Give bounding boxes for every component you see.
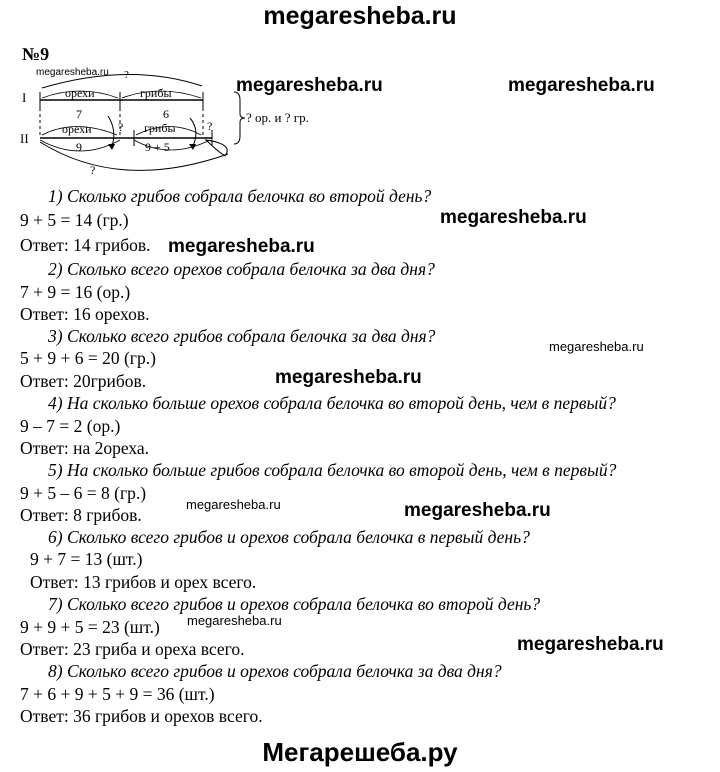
question-7: 7) Сколько всего грибов и орехов собрала белочка во второй день? <box>48 594 541 614</box>
header-site-title: megaresheba.ru <box>263 2 457 30</box>
diagram-bottom-question: ? <box>90 163 96 177</box>
question-3: 3) Сколько всего грибов собрала белочка за два дня? <box>48 326 436 346</box>
problem-diagram <box>20 64 245 182</box>
answer-2: Ответ: 16 орехов. <box>20 304 150 324</box>
question-2: 2) Сколько всего орехов собрала белочка за два дня? <box>48 259 435 279</box>
watermark: megaresheba.ru <box>440 207 587 228</box>
watermark: megaresheba.ru <box>168 236 315 257</box>
diagram-row2-mushrooms-value: 6 <box>163 107 169 121</box>
diagram-row2-mushrooms: грибы <box>144 121 176 135</box>
watermark: megaresheba.ru <box>236 75 383 96</box>
watermark: megaresheba.ru <box>187 613 282 628</box>
diagram-row1-nuts: орехи <box>65 86 95 100</box>
diagram-row2-nuts: орехи <box>62 122 92 136</box>
diagram-row1-mushrooms: грибы <box>140 86 172 100</box>
equation-3: 5 + 9 + 6 = 20 (гр.) <box>20 348 156 368</box>
equation-5: 9 + 5 – 6 = 8 (гр.) <box>20 483 147 503</box>
equation-1: 9 + 5 = 14 (гр.) <box>20 210 129 230</box>
watermark: megaresheba.ru <box>36 67 109 78</box>
answer-5: Ответ: 8 грибов. <box>20 505 142 525</box>
answer-8: Ответ: 36 грибов и орехов всего. <box>20 706 263 726</box>
diagram-between-question-1: ? <box>118 120 124 134</box>
watermark: megaresheba.ru <box>549 339 644 354</box>
diagram-nuts-day2: 9 <box>76 140 82 154</box>
answer-6: Ответ: 13 грибов и орех всего. <box>30 572 257 592</box>
equation-4: 9 – 7 = 2 (ор.) <box>20 416 121 436</box>
equation-7: 9 + 9 + 5 = 23 (шт.) <box>20 617 160 637</box>
question-8: 8) Сколько всего грибов и орехов собрала белочка за два дня? <box>48 661 502 681</box>
diagram-brace-label: ? ор. и ? гр. <box>246 110 309 125</box>
answer-7: Ответ: 23 гриба и ореха всего. <box>20 639 245 659</box>
equation-6: 9 + 7 = 13 (шт.) <box>30 549 143 569</box>
watermark: megaresheba.ru <box>275 367 422 388</box>
answer-4: Ответ: на 2ореха. <box>20 438 150 458</box>
diagram-row1-label: I <box>22 90 27 105</box>
watermark: megaresheba.ru <box>517 634 664 655</box>
watermark: megaresheba.ru <box>508 75 655 96</box>
equation-2: 7 + 9 = 16 (ор.) <box>20 282 131 302</box>
answer-3: Ответ: 20грибов. <box>20 371 147 391</box>
question-1: 1) Сколько грибов собрала белочка во второй день? <box>48 186 432 206</box>
equation-8: 7 + 6 + 9 + 5 + 9 = 36 (шт.) <box>20 684 215 704</box>
diagram-top-question: ? <box>124 69 129 81</box>
footer-site-title: Мегарешеба.ру <box>262 737 458 767</box>
watermark: megaresheba.ru <box>186 497 281 512</box>
diagram-row2-nuts-value: 7 <box>76 107 82 121</box>
diagram-between-question-2: ? <box>207 119 213 133</box>
question-5: 5) На сколько больше грибов собрала белочка во второй день, чем в первый? <box>48 460 617 480</box>
answer-1: Ответ: 14 грибов. <box>20 235 151 255</box>
question-6: 6) Сколько всего грибов и орехов собрала белочка в первый день? <box>48 527 530 547</box>
problem-number: №9 <box>22 44 50 64</box>
diagram-mushrooms-day2: 9 + 5 <box>145 140 170 154</box>
question-4: 4) На сколько больше орехов собрала белочка во второй день, чем в первый? <box>48 393 616 413</box>
watermark: megaresheba.ru <box>404 500 551 521</box>
diagram-row2-label: II <box>20 131 29 146</box>
